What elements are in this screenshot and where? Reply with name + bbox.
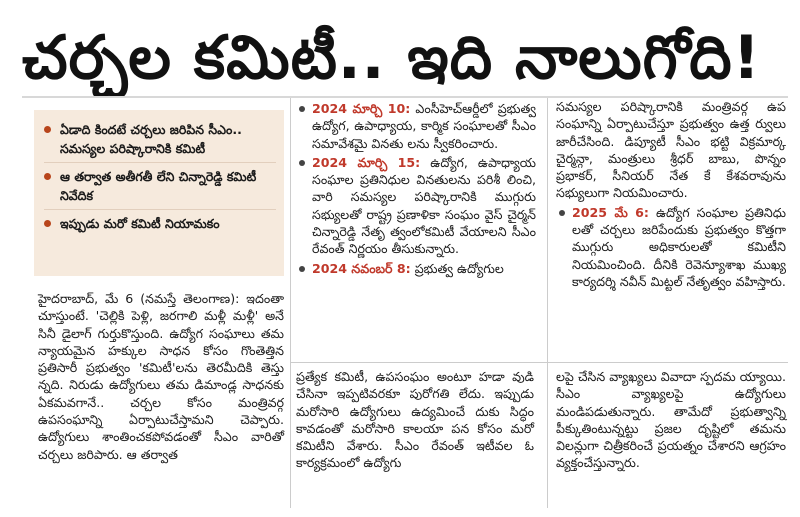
column-divider [290, 98, 291, 508]
timeline-column [296, 98, 536, 277]
highlight-item: ఇప్పుడు మరో కమిటీ నియామకం [44, 209, 276, 233]
article-body-right [556, 368, 786, 472]
article-paragraph: ప్రత్యేక కమిటీ, ఉపసంఘం అంటూ హడా వుడి చేసినా ఇప్పటివరకూ పురోగతి లేదు. ఇప్పుడు మరోసారి ఉద్యోగులు ఉద్యమించే దుకు సిద్ధం కావడంతో మరోసారి కాలయా పన కోసం మరో కమిటీని వేశారు. సీఎం రేవంత్ ఇటీవల ఓ కార్యక్రమంలో ఉద్యోగు [296, 369, 534, 471]
timeline-text: ఎంసీహెచ్ఆర్డీలో ప్రభుత్వ ఉద్యోగ, ఉపాధ్యాయ, కార్మిక సంఘాలతో సీఎం సమావేశమై వినతు లను స్వీకరించారు. [312, 101, 536, 151]
article-paragraph: హైదరాబాద్, మే 6 (నమస్తే తెలంగాణ): ఇదంతా చూస్తుంటే. 'చెల్లికి పెళ్లి, జరగాలి మళ్లీ మళ్లీ' అనే సినీ డైలాగ్ గుర్తుకొస్తుంది. ఉద్యోగ సంఘాలు తమ న్యాయమైన హక్కుల సాధన కోసం గొంతెత్తిన ప్రతిసారీ ప్రభుత్వం 'కమిటీ'లను తెరమీదికి తెస్తు న్నది. నిరుడు ఉద్యోగులు తమ డిమాండ్ల సాధనకు ఏకమవగానే.. చర్చల కోసం మంత్రివర్గ ఉపసంఘాన్ని ఏర్పాటుచేస్తామని చెప్పారు. ఉద్యోగులు శాంతించకపోవడంతో సీఎం వారితో చర్చలు జరిపారు. ఆ తర్వాత [38, 291, 284, 462]
timeline-entry [296, 154, 536, 258]
timeline-date: 2024 మార్చి 10: [312, 101, 411, 116]
timeline-continuation: సమస్యల పరిష్కారానికి మంత్రివర్గ ఉప సంఘాన్ని ఏర్పాటుచేస్తూ ప్రభుత్వం ఉత్త ర్వులు జారీచేసింది. డిప్యూటీ సీఎం భట్టి విక్రమార్క చైర్మన్గా, మంత్రులు శ్రీధర్ బాబు, పొన్నం ప్రభాకర్, సీనియర్ నేత కే కేశవరావును సభ్యులుగా నియమించారు. [556, 99, 786, 201]
article-body-mid [296, 368, 534, 472]
highlights-list [34, 110, 284, 233]
article-paragraph: లపై చేసిన వ్యాఖ్యలు వివాదా స్పదమ య్యాయి. సీఎం వ్యాఖ్యలపై ఉద్యోగులు మండిపడుతున్నారు. తామేదో ప్రభుత్వాన్ని పీక్కుతింటున్నట్టు ప్రజల దృష్టిలో తమను విలన్లుగా చిత్రీకరించే ప్రయత్నం చేశారని ఆగ్రహం వ్యక్తంచేస్తున్నారు. [556, 369, 786, 471]
highlight-item: ఏడాది కిందటే చర్చలు జరిపిన సీఎం.. సమస్యల పరిష్కారానికి కమిటీ [44, 120, 276, 158]
timeline-date: 2024 నవంబర్ 8: [312, 260, 411, 276]
highlight-item: ఆ తర్వాత అతీగతీ లేని చిన్నారెడ్డి కమిటీ నివేదిక [44, 162, 276, 205]
timeline-column-right [556, 98, 786, 290]
timeline-entry [296, 260, 536, 277]
article-body-left [38, 290, 284, 463]
timeline-date: 2025 మే 6: [572, 204, 649, 220]
timeline-text: ఉద్యోగ, ఉపాధ్యాయ సంఘాల ప్రతినిధుల వినతులను పరిశీ లించి, వారి సమస్యల పరిష్కారానికి ముగ్గురు సభ్యులతో రాష్ట్ర ప్రణాళికా సంఘం వైస్ చైర్మన్ చిన్నారెడ్డి నేతృ త్వంలోకమిటీ వేయాలని సీఎం రేవంత్ నిర్ణయం తీసుకున్నారు. [312, 154, 536, 257]
headline: చర్చల కమిటీ.. ఇది నాలుగోది! [22, 23, 762, 93]
timeline-entry [296, 100, 536, 152]
column-divider [547, 98, 548, 508]
timeline-text: ప్రభుత్వ ఉద్యోగుల [410, 260, 504, 276]
section-divider [290, 362, 788, 363]
timeline-date: 2024 మార్చి 15: [312, 154, 421, 170]
timeline-text: ఉద్యోగ సంఘాల ప్రతినిధు లతో చర్చలు జరిపేందుకు ప్రభుత్వం కొత్తగా ముగ్గురు అధికారులతో కమిటీని నియమించింది. దీనికి రెవెన్యూశాఖ ముఖ్య కార్యదర్శి నవీన్ మిట్టల్ నేతృత్వం వహిస్తారు. [572, 204, 786, 289]
highlights-box [34, 110, 284, 276]
timeline-entry [556, 204, 786, 290]
